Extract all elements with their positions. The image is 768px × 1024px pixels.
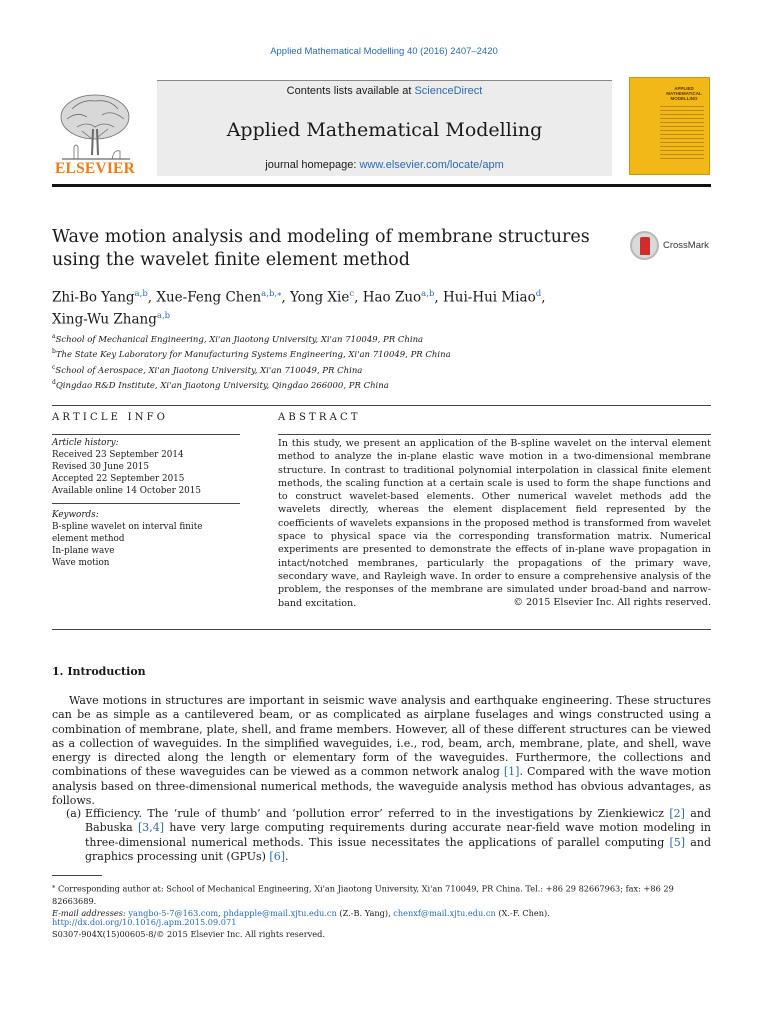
crossmark-label: CrossMark [663, 240, 709, 251]
crossmark-icon [630, 231, 659, 260]
reference-link[interactable]: [5] [669, 835, 686, 849]
article-info-rule [52, 434, 240, 435]
journal-header-box [157, 80, 612, 176]
footnote [52, 880, 711, 919]
abstract-heading: ABSTRACT [278, 412, 361, 423]
history-item: Received 23 September 2014 [52, 450, 184, 460]
article-history [52, 437, 240, 497]
doi-link[interactable]: http://dx.doi.org/10.1016/j.apm.2015.09.071 [52, 917, 237, 927]
affiliation: $^b$The State Key Laboratory for Manufacturing Systems Engineering, Xi'an 710049, PR China [52, 348, 451, 361]
journal-citation[interactable]: Applied Mathematical Modelling 40 (2016) 2407–2420 [270, 46, 498, 57]
author-list: Zhi-Bo Yang$^{a,b}$, Xue-Feng Chen$^{a,b,⁎}$, Yong Xie$^c$, Hao Zuo$^{a,b}$, Hui-Hui Miao$^d$, Xing-Wu Zhang$^{a,b}$ [52, 289, 546, 327]
affiliation: $^c$School of Aerospace, Xi'an Jiaotong University, Xi'an 710049, PR China [52, 363, 363, 376]
affiliation-list [52, 331, 612, 392]
issn-line: S0307-904X(15)00605-8/© 2015 Elsevier Inc. All rights reserved. [52, 929, 325, 939]
keyword: B-spline wavelet on interval finite element method [52, 522, 203, 544]
keyword: In-plane wave [52, 546, 115, 556]
keyword: Wave motion [52, 558, 110, 568]
email-link[interactable]: yangbo-5-7@163.com [128, 907, 219, 918]
header-rule [52, 184, 711, 187]
doi-block [52, 916, 711, 940]
history-item: Accepted 22 September 2015 [52, 474, 185, 484]
author-affil-link[interactable]: a,b [421, 289, 435, 299]
reference-link[interactable]: [3,4] [137, 821, 165, 835]
author-affil-link[interactable]: c [349, 289, 355, 299]
email-addresses: E-mail addresses: yangbo-5-7@163.com, phdapple@mail.xjtu.edu.cn (Z.-B. Yang), chenxf@mail.xjtu.edu.cn (X.-F. Chen). [52, 907, 550, 918]
intro-paragraph: Wave motions in structures are important in seismic wave analysis and earthquake engineering. These structures can be as simple as a cantilevered beam, or as complicated as airplane fuselages and wings constructed using a combination of membrane, plate, shell, and frame members. However, all of these different structures can be viewed as a collection of waveguides. In the simplified waveguides, i.e., rod, beam, arch, membrane, plate, and shell, wave energy is directed along the length or elementary form of the waveguides. Furthermore, the collections and combinations of these waveguides can be viewed as a common network analog [1]. Compared with the wave motion analysis based on three-dimensional numerical methods, the waveguide analysis method has obvious advantages, as follows. [52, 694, 711, 808]
article-info-heading: ARTICLE INFO [52, 412, 169, 423]
reference-link[interactable]: [2] [669, 807, 685, 820]
section-rule-bottom [52, 629, 711, 630]
email-link[interactable]: phdapple@mail.xjtu.edu.cn [223, 907, 337, 918]
homepage-line: journal homepage: www.elsevier.com/locate/apm [265, 159, 504, 171]
list-item-text: Efficiency. The ‘rule of thumb’ and ‘pollution error’ referred to in the investigations by Zienkiewicz [2] and Babuska [3,4] have very large computing requirements during accurate near-field wave motion modeling in three-dimensional numerical methods. This issue necessitates the applications of parallel computing [5] and graphics processing unit (GPUs) [6]. [85, 807, 711, 863]
author-affil-link[interactable]: d [535, 289, 542, 299]
contents-line: Contents lists available at ScienceDirect [286, 85, 483, 97]
reference-link[interactable]: [1] [503, 765, 520, 779]
article-title: Wave motion analysis and modeling of membrane structures using the wavelet finite element method [52, 227, 590, 270]
elsevier-wordmark: ELSEVIER [55, 160, 135, 177]
author-name: Hui-Hui Miao [442, 289, 536, 306]
author-name: Xue-Feng Chen [156, 289, 262, 306]
crossmark-badge[interactable] [630, 231, 712, 261]
abstract-copyright: © 2015 Elsevier Inc. All rights reserved. [513, 597, 711, 608]
journal-homepage-link[interactable]: www.elsevier.com/locate/apm [359, 159, 504, 171]
corresponding-author-note: ⁎ Corresponding author at: School of Mechanical Engineering, Xi'an Jiaotong University, Xi'an 710049, PR China. Tel.: +86 29 82667963; fax: +86 29 82663689. [52, 882, 674, 906]
history-item: Available online 14 October 2015 [52, 486, 201, 496]
author-name: Hao Zuo [362, 289, 422, 306]
author-name: Xing-Wu Zhang [52, 311, 157, 327]
reference-link[interactable]: [6] [269, 849, 286, 863]
keywords-label: Keywords: [52, 510, 99, 520]
cover-decoration [660, 106, 704, 162]
affiliation: $^a$School of Mechanical Engineering, Xi'an Jiaotong University, Xi'an 710049, PR China [52, 333, 424, 345]
section-rule-top [52, 405, 711, 406]
keywords-rule [52, 503, 240, 504]
section-heading-introduction: 1. Introduction [52, 665, 146, 678]
cover-title: APPLIED MATHEMATICAL MODELLING [666, 86, 702, 101]
journal-name: Applied Mathematical Modelling [226, 119, 543, 141]
author-affil-link[interactable]: a,b [134, 289, 148, 299]
keywords-block [52, 509, 240, 569]
author-name: Yong Xie [289, 289, 350, 306]
list-item [66, 807, 711, 864]
footnote-rule [52, 875, 102, 876]
sciencedirect-link[interactable]: ScienceDirect [414, 85, 483, 97]
abstract-rule [278, 434, 711, 435]
affiliation: $^d$Qingdao R&D Institute, Xi'an Jiaotong University, Qingdao 266000, PR China [52, 378, 389, 391]
history-label: Article history: [52, 438, 119, 448]
author-affil-link[interactable]: a,b [156, 310, 171, 321]
author-name: Zhi-Bo Yang [52, 289, 135, 306]
author-affil-link[interactable]: a,b,⁎ [261, 289, 282, 299]
history-item: Revised 30 June 2015 [52, 462, 149, 472]
journal-cover-thumbnail[interactable] [629, 77, 710, 175]
abstract-text: In this study, we present an application of the B-spline wavelet on the interval element method to analyze the in-plane elastic wave motion in a two-dimensional membrane structure. In contrast to traditional polynomial interpolation in classical finite element methods, the scaling function at a certain scale is used to form the shape functions and to construct wavelet-based elements. Other numerical wavelet methods add the wavelets directly, whereas the element displacement field represented by the coefficients of wavelets expansions in the proposed method is transformed from wavelet space to physical space via the corresponding transformation matrix. Numerical experiments are presented to demonstrate the effects of in-plane wave propagation in intact/notched membranes, particularly the propagations of the primary wave, secondary wave, and Rayleigh wave. In order to ensure a comprehensive analysis of the problem, the responses of the membrane are simulated under broad-band and narrow-band excitation. [278, 438, 711, 609]
list-item-label: (a) [66, 807, 82, 820]
email-link[interactable]: chenxf@mail.xjtu.edu.cn [393, 907, 496, 918]
